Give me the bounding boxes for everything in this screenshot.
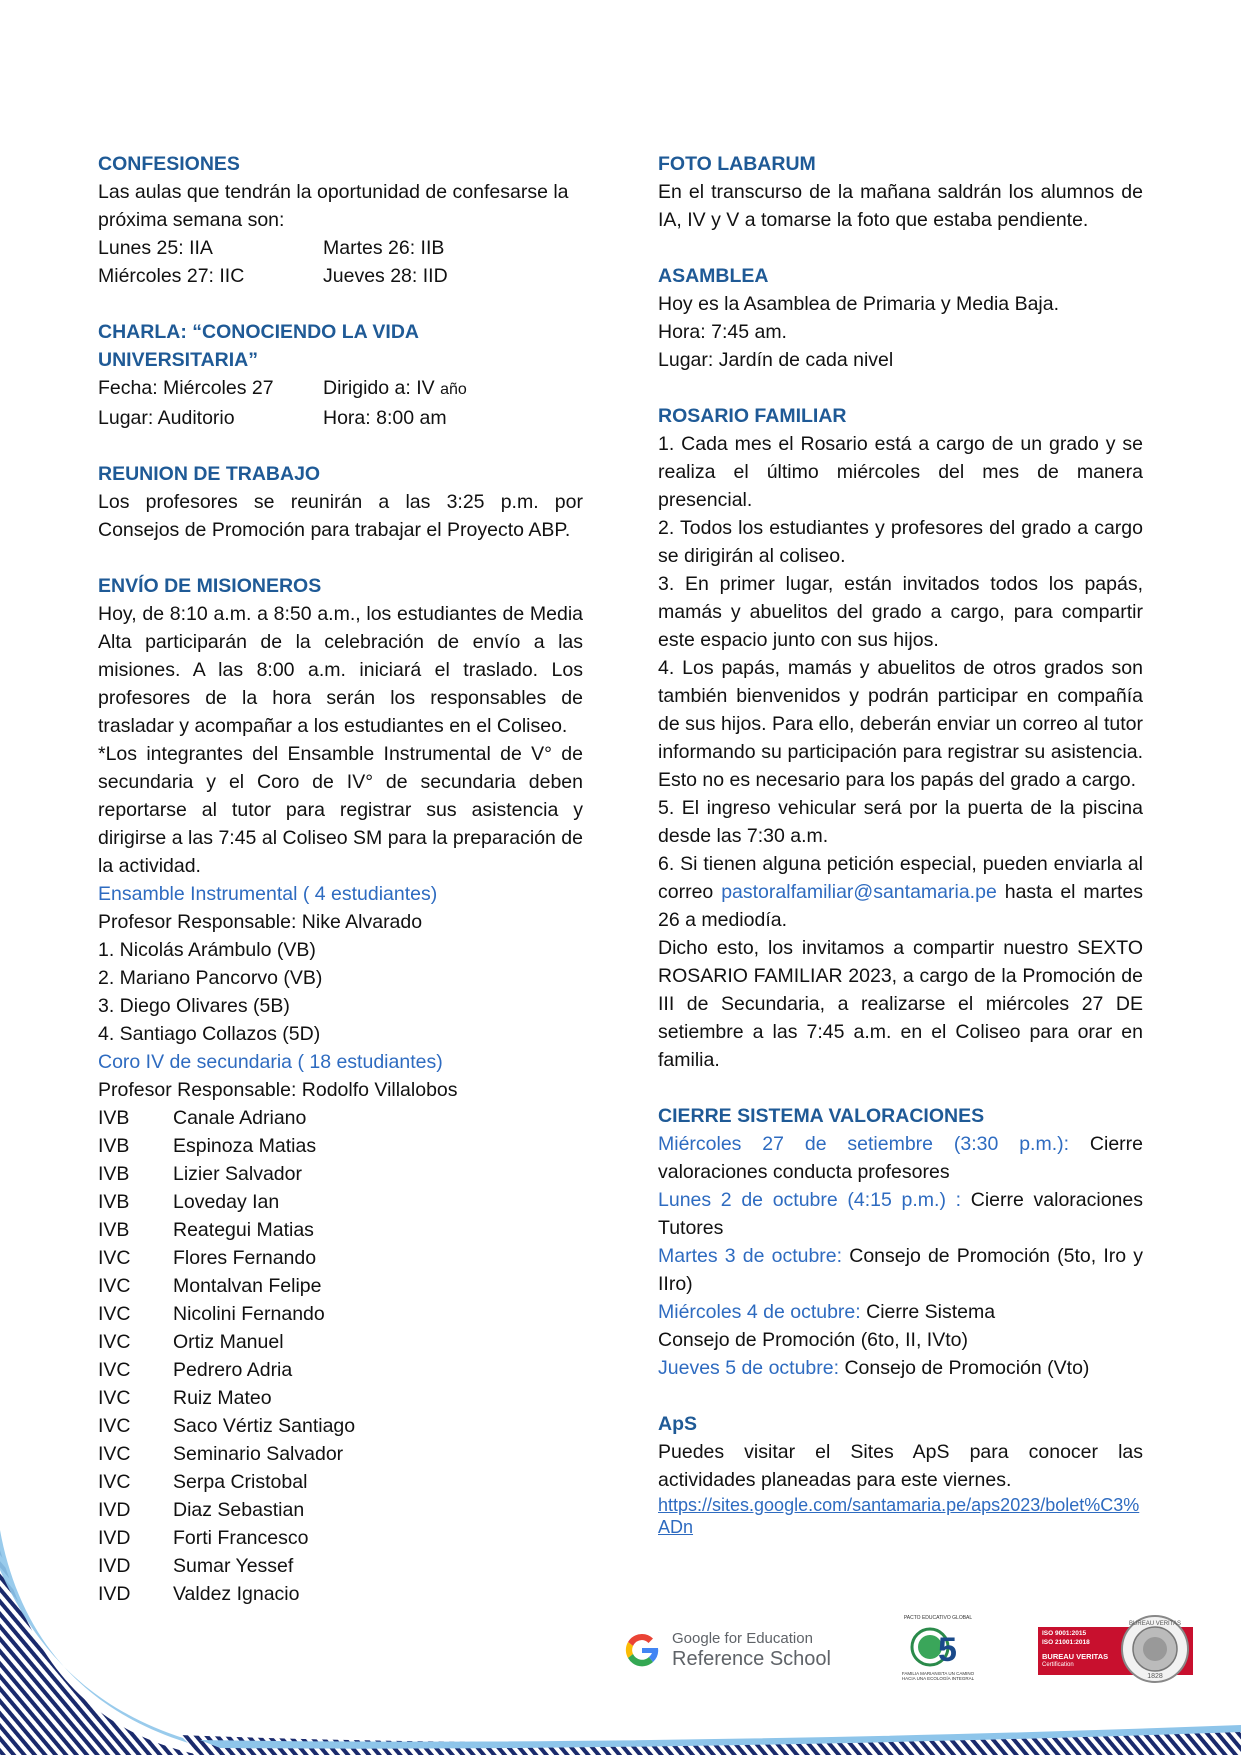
confesiones-title: CONFESIONES bbox=[98, 153, 240, 175]
cierre-text: Cierre valoraciones Tutores bbox=[658, 1189, 1143, 1239]
ensamble-student: 2. Mariano Pancorvo (VB) bbox=[98, 967, 323, 989]
cierre-item bbox=[658, 1298, 1143, 1326]
coro-student-row bbox=[98, 1412, 583, 1440]
bureau-veritas-logo bbox=[1038, 1619, 1193, 1679]
coro-student-row bbox=[98, 1440, 583, 1468]
coro-student-row bbox=[98, 1188, 583, 1216]
foto-text: En el transcurso de la mañana saldrán los alumnos de IA, IV y V a tomarse la foto que estaba pendiente. bbox=[658, 181, 1143, 231]
cierre-title: CIERRE SISTEMA VALORACIONES bbox=[658, 1105, 985, 1127]
ensamble-professor: Profesor Responsable: Nike Alvarado bbox=[98, 911, 423, 933]
left-column bbox=[98, 150, 583, 1608]
coro-title: Coro IV de secundaria ( 18 estudiantes) bbox=[98, 1051, 443, 1073]
charla-hora: Hora: 8:00 am bbox=[323, 407, 447, 429]
pastoral-email-link[interactable]: pastoralfamiliar@santamaria.pe bbox=[721, 881, 997, 903]
seal-year: 1828 bbox=[1147, 1673, 1163, 1680]
student-name: Valdez Ignacio bbox=[173, 1583, 300, 1605]
student-grade: IVB bbox=[98, 1107, 130, 1129]
coro-student-row bbox=[98, 1244, 583, 1272]
envio-note: *Los integrantes del Ensamble Instrumental de V° de secundaria y el Coro de IV° de secundaria deben reportarse al tutor para registrar sus asistencia y dirigirse a las 7:45 al Coliseo SM para la preparación de la actividad. bbox=[98, 743, 583, 877]
asamblea-line: Hoy es la Asamblea de Primaria y Media Baja. bbox=[658, 293, 1060, 315]
footer-logos bbox=[620, 1615, 1200, 1700]
coro-student-row bbox=[98, 1104, 583, 1132]
pacto-educativo-logo bbox=[898, 1615, 978, 1690]
student-name: Nicolini Fernando bbox=[173, 1303, 325, 1325]
rosario-point: 5. El ingreso vehicular será por la puerta de la piscina desde las 7:30 a.m. bbox=[658, 797, 1143, 847]
student-name: Seminario Salvador bbox=[173, 1443, 344, 1465]
ensamble-student: 3. Diego Olivares (5B) bbox=[98, 995, 290, 1017]
confesiones-day: Jueves 28: IID bbox=[323, 265, 448, 287]
coro-student-row bbox=[98, 1160, 583, 1188]
student-name: Forti Francesco bbox=[173, 1527, 309, 1549]
rosario-point: 1. Cada mes el Rosario está a cargo de un grado y se realiza el último miércoles del mes de manera presencial. bbox=[658, 433, 1143, 511]
ensamble-student: 4. Santiago Collazos (5D) bbox=[98, 1023, 321, 1045]
coro-student-row bbox=[98, 1496, 583, 1524]
student-name: Espinoza Matias bbox=[173, 1135, 317, 1157]
charla-dirigido: Dirigido a: IV año bbox=[323, 377, 467, 399]
student-grade: IVC bbox=[98, 1275, 131, 1297]
confesiones-row bbox=[98, 234, 583, 262]
student-grade: IVC bbox=[98, 1443, 131, 1465]
cierre-date: Jueves 5 de octubre: bbox=[658, 1357, 840, 1379]
student-grade: IVC bbox=[98, 1471, 131, 1493]
ensamble-title: Ensamble Instrumental ( 4 estudiantes) bbox=[98, 883, 438, 905]
coro-student-row bbox=[98, 1384, 583, 1412]
student-grade: IVC bbox=[98, 1359, 131, 1381]
student-name: Saco Vértiz Santiago bbox=[173, 1415, 356, 1437]
student-name: Flores Fernando bbox=[173, 1247, 317, 1269]
asamblea-line: Lugar: Jardín de cada nivel bbox=[658, 349, 894, 371]
cierre-item bbox=[658, 1242, 1143, 1298]
coro-student-row bbox=[98, 1468, 583, 1496]
coro-student-row bbox=[98, 1272, 583, 1300]
student-grade: IVD bbox=[98, 1499, 131, 1521]
bureau-veritas-seal-icon bbox=[1120, 1614, 1190, 1684]
charla-row bbox=[98, 374, 583, 404]
student-grade: IVB bbox=[98, 1163, 130, 1185]
coro-student-row bbox=[98, 1356, 583, 1384]
student-grade: IVC bbox=[98, 1331, 131, 1353]
cierre-item bbox=[658, 1186, 1143, 1242]
svg-text:5: 5 bbox=[938, 1631, 957, 1669]
ensamble-list bbox=[98, 936, 583, 1048]
student-name: Loveday Ian bbox=[173, 1191, 280, 1213]
student-name: Canale Adriano bbox=[173, 1107, 307, 1129]
reunion-title: REUNION DE TRABAJO bbox=[98, 463, 321, 485]
pacto-bottom-text: HACIA UNA ECOLOGÍA INTEGRAL bbox=[901, 1676, 975, 1681]
rosario-point: 3. En primer lugar, están invitados todos los papás, mamás y abuelitos del grado a cargo, para compartir este espacio junto con sus hijos. bbox=[658, 573, 1143, 651]
bv-name: BUREAU VERITAS bbox=[1042, 1652, 1109, 1661]
student-grade: IVC bbox=[98, 1303, 131, 1325]
asamblea-title: ASAMBLEA bbox=[658, 265, 769, 287]
google-education-logo bbox=[620, 1620, 840, 1680]
aps-link[interactable]: https://sites.google.com/santamaria.pe/aps2023/bolet%C3%ADn bbox=[658, 1495, 1140, 1537]
student-name: Montalvan Felipe bbox=[173, 1275, 322, 1297]
ensamble-student: 1. Nicolás Arámbulo (VB) bbox=[98, 939, 316, 961]
student-grade: IVC bbox=[98, 1247, 131, 1269]
asamblea-line: Hora: 7:45 am. bbox=[658, 321, 787, 343]
student-name: Pedrero Adria bbox=[173, 1359, 293, 1381]
student-name: Ruiz Mateo bbox=[173, 1387, 272, 1409]
student-grade: IVD bbox=[98, 1583, 131, 1605]
cierre-item bbox=[658, 1130, 1143, 1186]
cierre-list bbox=[658, 1130, 1143, 1382]
iso-line: ISO 9001:2015 bbox=[1042, 1630, 1087, 1637]
google-line1: Google for Education bbox=[672, 1630, 813, 1647]
rosario-point: 6. Si tienen alguna petición especial, pueden enviarla al correo pastoralfamiliar@santamaria.pe hasta el martes 26 a mediodía. bbox=[658, 853, 1144, 931]
student-name: Lizier Salvador bbox=[173, 1163, 302, 1185]
cierre-item bbox=[658, 1354, 1143, 1382]
coro-student-row bbox=[98, 1216, 583, 1244]
charla-row bbox=[98, 404, 583, 432]
rosario-point: 2. Todos los estudiantes y profesores del grado a cargo se dirigirán al coliseo. bbox=[658, 517, 1143, 567]
cierre-text: Cierre valoraciones conducta profesores bbox=[658, 1133, 1143, 1183]
student-name: Ortiz Manuel bbox=[173, 1331, 284, 1353]
cierre-date: Miércoles 27 de setiembre (3:30 p.m.): bbox=[658, 1133, 1070, 1155]
iso-line: ISO 21001:2018 bbox=[1042, 1639, 1090, 1646]
student-grade: IVB bbox=[98, 1191, 130, 1213]
rosario-point: 4. Los papás, mamás y abuelitos de otros grados son también bienvenidos y podrán participar en compañía de sus hijos. Para ello, deberán enviar un correo al tutor informando su participación para registrar su asistencia. Esto no es necesario para los papás del grado a cargo. bbox=[658, 657, 1143, 791]
coro-student-row bbox=[98, 1132, 583, 1160]
cierre-text: Consejo de Promoción (Vto) bbox=[844, 1357, 1090, 1379]
google-line2: Reference School bbox=[672, 1648, 831, 1670]
coro-student-row bbox=[98, 1328, 583, 1356]
student-name: Sumar Yessef bbox=[173, 1555, 294, 1577]
charla-lugar: Lugar: Auditorio bbox=[98, 407, 235, 429]
seal-text: BUREAU VERITAS bbox=[1129, 1621, 1181, 1627]
google-g-icon bbox=[622, 1630, 662, 1670]
rosario-title: ROSARIO FAMILIAR bbox=[658, 405, 847, 427]
pacto-bottom-text: FAMILIA MARIANISTA UN CAMINO bbox=[901, 1671, 975, 1676]
coro-professor: Profesor Responsable: Rodolfo Villalobos bbox=[98, 1079, 458, 1101]
reunion-text: Los profesores se reunirán a las 3:25 p.m. por Consejos de Promoción para trabajar el Proyecto ABP. bbox=[98, 491, 583, 541]
confesiones-day: Miércoles 27: IIC bbox=[98, 265, 245, 287]
aps-title: ApS bbox=[658, 1413, 697, 1435]
coro-student-row bbox=[98, 1300, 583, 1328]
cierre-text: Consejo de Promoción (6to, II, IVto) bbox=[658, 1329, 968, 1351]
right-column bbox=[658, 150, 1143, 1538]
confesiones-day: Lunes 25: IIA bbox=[98, 237, 213, 259]
student-grade: IVD bbox=[98, 1555, 131, 1577]
confesiones-row bbox=[98, 262, 583, 290]
charla-fecha: Fecha: Miércoles 27 bbox=[98, 377, 274, 399]
bv-cert: Certification bbox=[1042, 1662, 1074, 1668]
foto-title: FOTO LABARUM bbox=[658, 153, 816, 175]
confesiones-intro: Las aulas que tendrán la oportunidad de confesarse la próxima semana son: bbox=[98, 181, 569, 231]
envio-title: ENVÍO DE MISIONEROS bbox=[98, 575, 322, 597]
student-grade: IVC bbox=[98, 1387, 131, 1409]
student-grade: IVC bbox=[98, 1415, 131, 1437]
envio-paragraph: Hoy, de 8:10 a.m. a 8:50 a.m., los estudiantes de Media Alta participarán de la celebración de envío a las misiones. A las 8:00 a.m. iniciará el traslado. Los profesores de la hora serán los responsables de trasladar y acompañar a los estudiantes en el Coliseo. bbox=[98, 603, 583, 737]
student-grade: IVB bbox=[98, 1219, 130, 1241]
student-name: Serpa Cristobal bbox=[173, 1471, 308, 1493]
aps-text: Puedes visitar el Sites ApS para conocer las actividades planeadas para este viernes. bbox=[658, 1441, 1143, 1491]
cierre-date: Lunes 2 de octubre (4:15 p.m.) : bbox=[658, 1189, 962, 1211]
pacto-top-text: PACTO EDUCATIVO GLOBAL bbox=[903, 1615, 973, 1621]
confesiones-day: Martes 26: IIB bbox=[323, 237, 445, 259]
globe-icon bbox=[908, 1621, 968, 1671]
cierre-date: Martes 3 de octubre: bbox=[658, 1245, 843, 1267]
student-name: Reategui Matias bbox=[173, 1219, 314, 1241]
student-grade: IVB bbox=[98, 1135, 130, 1157]
charla-title: CHARLA: “CONOCIENDO LA VIDA UNIVERSITARIA” bbox=[98, 321, 419, 371]
student-name: Diaz Sebastian bbox=[173, 1499, 305, 1521]
student-grade: IVD bbox=[98, 1527, 131, 1549]
rosario-invitation: Dicho esto, los invitamos a compartir nuestro SEXTO ROSARIO FAMILIAR 2023, a cargo de la Promoción de III de Secundaria, a realizarse el miércoles 27 DE setiembre a las 7:45 a.m. en el Coliseo para orar en familia. bbox=[658, 937, 1143, 1071]
cierre-text: Cierre Sistema bbox=[866, 1301, 996, 1323]
cierre-item bbox=[658, 1326, 1143, 1354]
cierre-text: Consejo de Promoción (5to, Iro y IIro) bbox=[658, 1245, 1144, 1295]
cierre-date: Miércoles 4 de octubre: bbox=[658, 1301, 861, 1323]
